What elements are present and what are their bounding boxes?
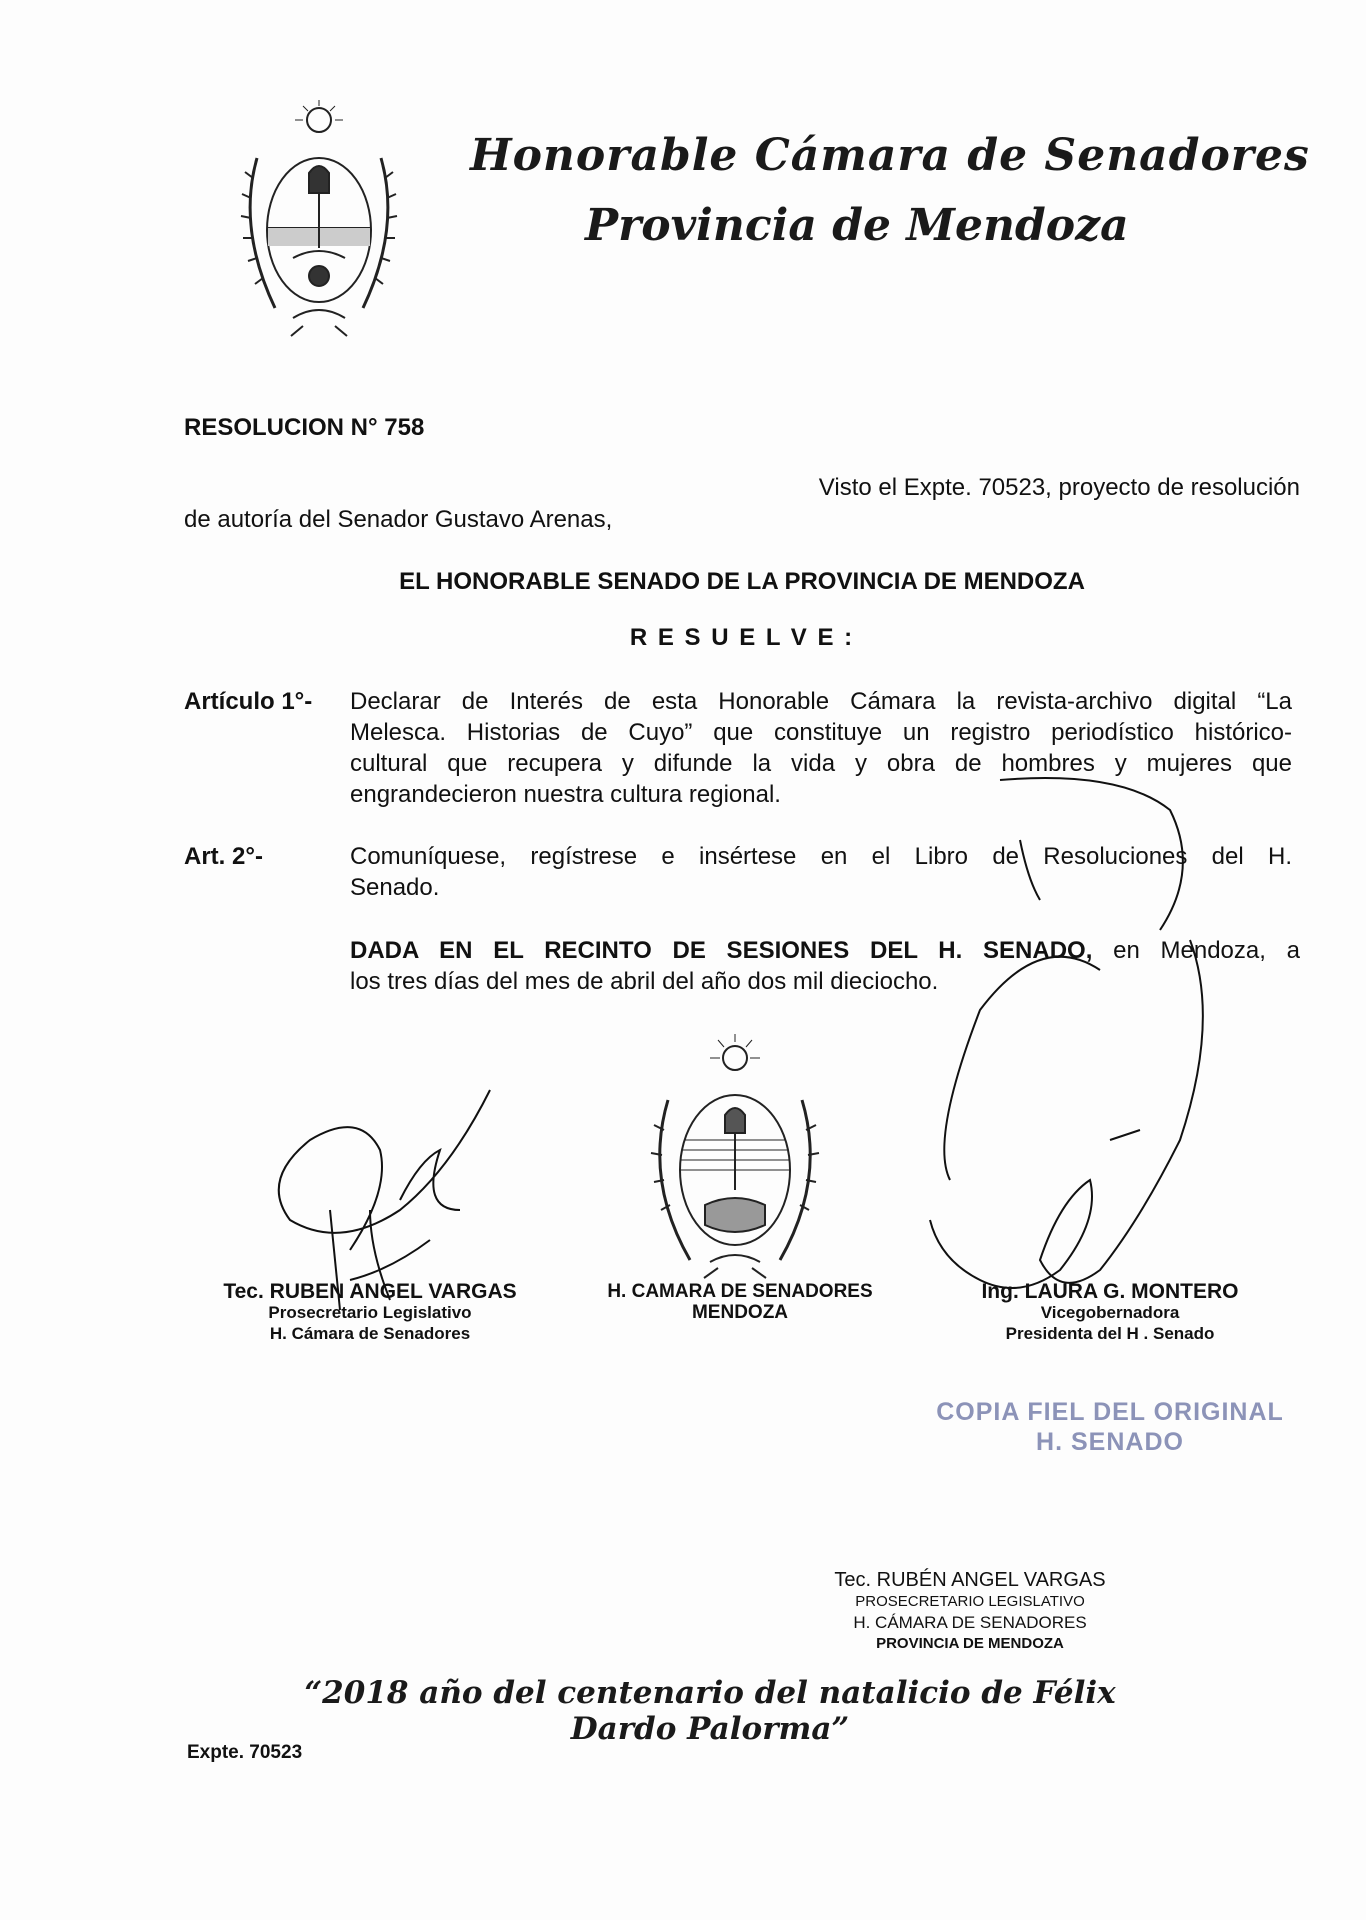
signature-montero (850, 760, 1250, 1320)
visto-line-2: de autoría del Senador Gustavo Arenas, (184, 506, 613, 533)
signature-block-montero (940, 1281, 1280, 1344)
visto-line-1: Visto el Expte. 70523, proyecto de resolución (818, 474, 1300, 501)
stamp-line-1: COPIA FIEL DEL ORIGINAL (936, 1398, 1284, 1426)
article-1-line: engrandecieron nuestra cultura regional. (350, 781, 781, 808)
seal-coat-of-arms-icon (640, 1030, 830, 1280)
certified-copy-stamp (930, 1397, 1290, 1457)
coat-of-arms-icon (233, 98, 405, 338)
certifier-province: PROVINCIA DE MENDOZA (876, 1635, 1064, 1652)
chamber-city: MENDOZA (691, 1302, 789, 1323)
article-1-label: Artículo 1°- (184, 688, 313, 715)
certifier-stamp (820, 1570, 1120, 1654)
article-2-line: Senado. (350, 874, 440, 901)
signature-block-vargas (200, 1281, 540, 1344)
dada-rest: en Mendoza, a (1092, 937, 1300, 964)
resolution-number: RESOLUCION N° 758 (184, 414, 425, 441)
certifier-title: PROSECRETARIO LEGISLATIVO (855, 1593, 1085, 1610)
dada-line-2: los tres días del mes de abril del año dos mil dieciocho. (350, 968, 939, 995)
commemorative-motto: “2018 año del centenario del natalicio de Félix Dardo Palorma” (304, 1675, 1116, 1747)
article-1-line: cultural que recupera y difunde la vida y obra de hombres y mujeres que (350, 750, 1292, 777)
article-2-line: Comuníquese, regístrese e insértese en el Libro de Resoluciones del H. (350, 843, 1292, 870)
article-1-line: Melesca. Historias de Cuyo” que constituye un registro periodístico histórico- (350, 719, 1292, 746)
senate-heading: EL HONORABLE SENADO DE LA PROVINCIA DE MENDOZA (399, 568, 1085, 595)
certifier-name: Tec. RUBÉN ANGEL VARGAS (834, 1569, 1106, 1591)
header-chamber-name: Honorable Cámara de Senadores (470, 130, 1310, 181)
chamber-name: H. CAMARA DE SENADORES (607, 1281, 873, 1302)
resuelve-heading: R E S U E L V E : (629, 624, 855, 651)
article-1-line: Declarar de Interés de esta Honorable Cámara la revista-archivo digital “La (350, 688, 1292, 715)
signatory-name: Tec. RUBEN ANGEL VARGAS (223, 1280, 517, 1303)
dada-bold: DADA EN EL RECINTO DE SESIONES DEL H. SENADO, (350, 937, 1093, 964)
expediente-footer: Expte. 70523 (187, 1742, 303, 1763)
signature-block-chamber (580, 1281, 900, 1323)
article-2-label: Art. 2°- (184, 843, 263, 870)
signatory-org: H. Cámara de Senadores (269, 1324, 471, 1343)
signatory-org: Presidenta del H . Senado (1005, 1324, 1215, 1343)
certifier-org: H. CÁMARA DE SENADORES (853, 1613, 1087, 1632)
header-province-name: Provincia de Mendoza (585, 200, 1129, 251)
signatory-role: Prosecretario Legislativo (268, 1303, 472, 1322)
signatory-role: Vicegobernadora (1040, 1303, 1180, 1322)
signatory-name: Ing. LAURA G. MONTERO (981, 1280, 1239, 1303)
stamp-line-2: H. SENADO (1036, 1428, 1184, 1456)
